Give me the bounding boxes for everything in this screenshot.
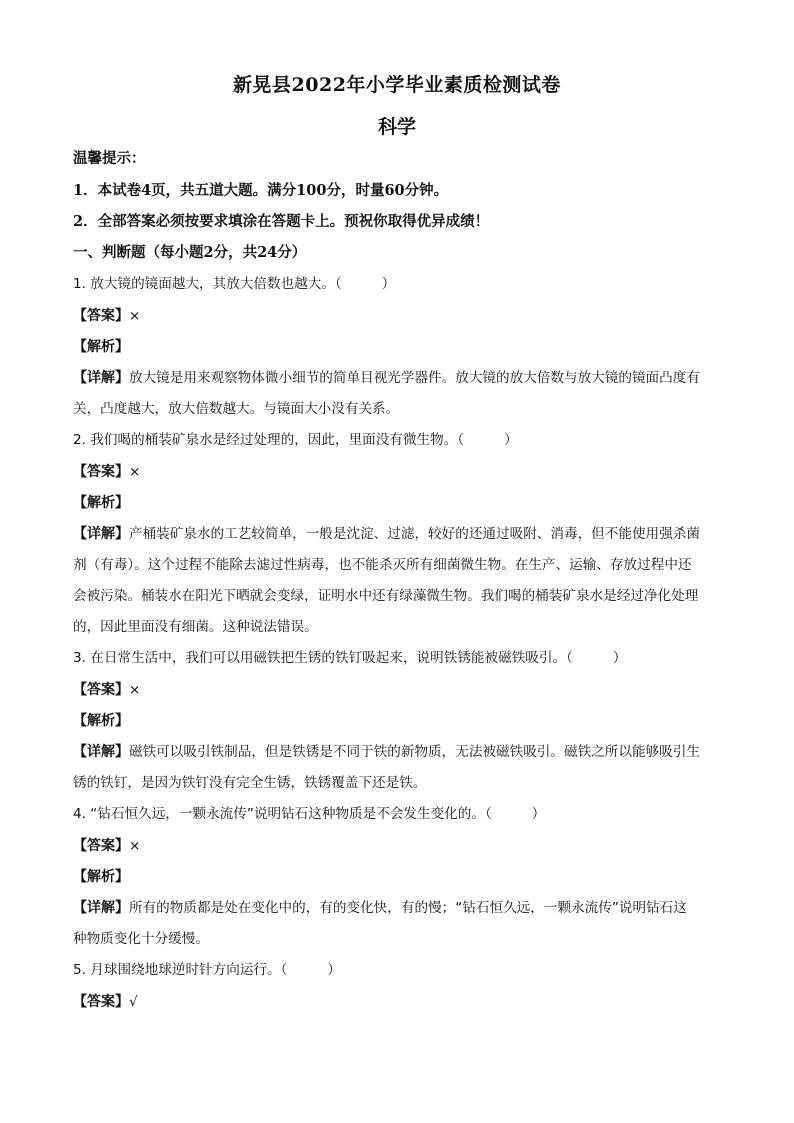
question-3-analysis-label: 【解析】 [73, 713, 129, 729]
question-1-detail-line-1: 【详解】放大镜是用来观察物体微小细节的简单目视光学器件。放大镜的放大倍数与放大镜的镜面凸度有 [73, 370, 700, 386]
notice-heading: 温馨提示： [73, 150, 146, 167]
question-4-detail-line-2: 种物质变化十分缓慢。 [73, 931, 209, 947]
question-4-answer: 【答案】× [73, 838, 141, 854]
notice-item-1: 1．本试卷4页，共五道大题。满分100分，时量60分钟。 [73, 182, 449, 199]
question-3-detail-line-2: 锈的铁钉，是因为铁钉没有完全生锈，铁锈覆盖下还是铁。 [73, 775, 427, 791]
question-5-answer: 【答案】√ [73, 994, 138, 1010]
question-2-analysis-label: 【解析】 [73, 495, 129, 511]
question-stem-text: 1. 放大镜的镜面越大，其放大倍数也越大。 [73, 276, 335, 292]
question-1-detail-line-2: 关，凸度越大，放大倍数越大。与镜面大小没有关系。 [73, 401, 400, 417]
question-1-answer: 【答案】× [73, 308, 141, 324]
question-2-detail-line-3: 会被污染。桶装水在阳光下晒就会变绿，证明水中还有绿藻微生物。我们喝的桶装矿泉水是经过净化处理 [73, 588, 699, 604]
question-2-detail-line-4: 的，因此里面没有细菌。这种说法错误。 [73, 619, 318, 635]
question-4-analysis-label: 【解析】 [73, 869, 129, 885]
question-2-detail-line-2: 剂（有毒）。这个过程不能除去滤过性病毒，也不能杀灭所有细菌微生物。在生产、运输、存放过程中还 [73, 557, 692, 573]
section-heading: 一、判断题（每小题2分，共24分） [73, 244, 307, 261]
question-2-stem: 2. 我们喝的桶装矿泉水是经过处理的，因此，里面没有微生物。（ ） [73, 432, 518, 448]
question-3-detail-line-1: 【详解】磁铁可以吸引铁制品，但是铁锈是不同于铁的新物质，无法被磁铁吸引。磁铁之所以能够吸引生 [73, 744, 700, 760]
question-3-answer: 【答案】× [73, 682, 141, 698]
question-3-stem: 3. 在日常生活中，我们可以用磁铁把生锈的铁钉吸起来，说明铁锈能被磁铁吸引。（ ） [73, 650, 627, 666]
question-2-detail-line-1: 【详解】产桶装矿泉水的工艺较简单，一般是沈淀、过滤，较好的还通过吸附、消毒，但不能使用强杀菌 [73, 526, 700, 542]
subject-title: 科学 [377, 116, 416, 138]
question-4-detail-line-1: 【详解】所有的物质都是处在变化中的，有的变化快，有的慢；“钻石恒久远，一颗永流传”说明钻石这 [73, 900, 687, 916]
question-1-analysis-label: 【解析】 [73, 339, 129, 355]
page-title: 新晃县2022年小学毕业素质检测试卷 [233, 74, 561, 96]
question-5-stem: 5. 月球围绕地球逆时针方向运行。（ ） [73, 962, 341, 978]
question-1-stem: 1. 放大镜的镜面越大，其放大倍数也越大。（ ） [73, 276, 396, 292]
question-2-answer: 【答案】× [73, 464, 141, 480]
question-4-stem: 4. “钻石恒久远，一颗永流传”说明钻石这种物质是不会发生变化的。（ ） [73, 806, 546, 822]
notice-item-2: 2．全部答案必须按要求填涂在答题卡上。预祝你取得优异成绩！ [73, 213, 490, 230]
